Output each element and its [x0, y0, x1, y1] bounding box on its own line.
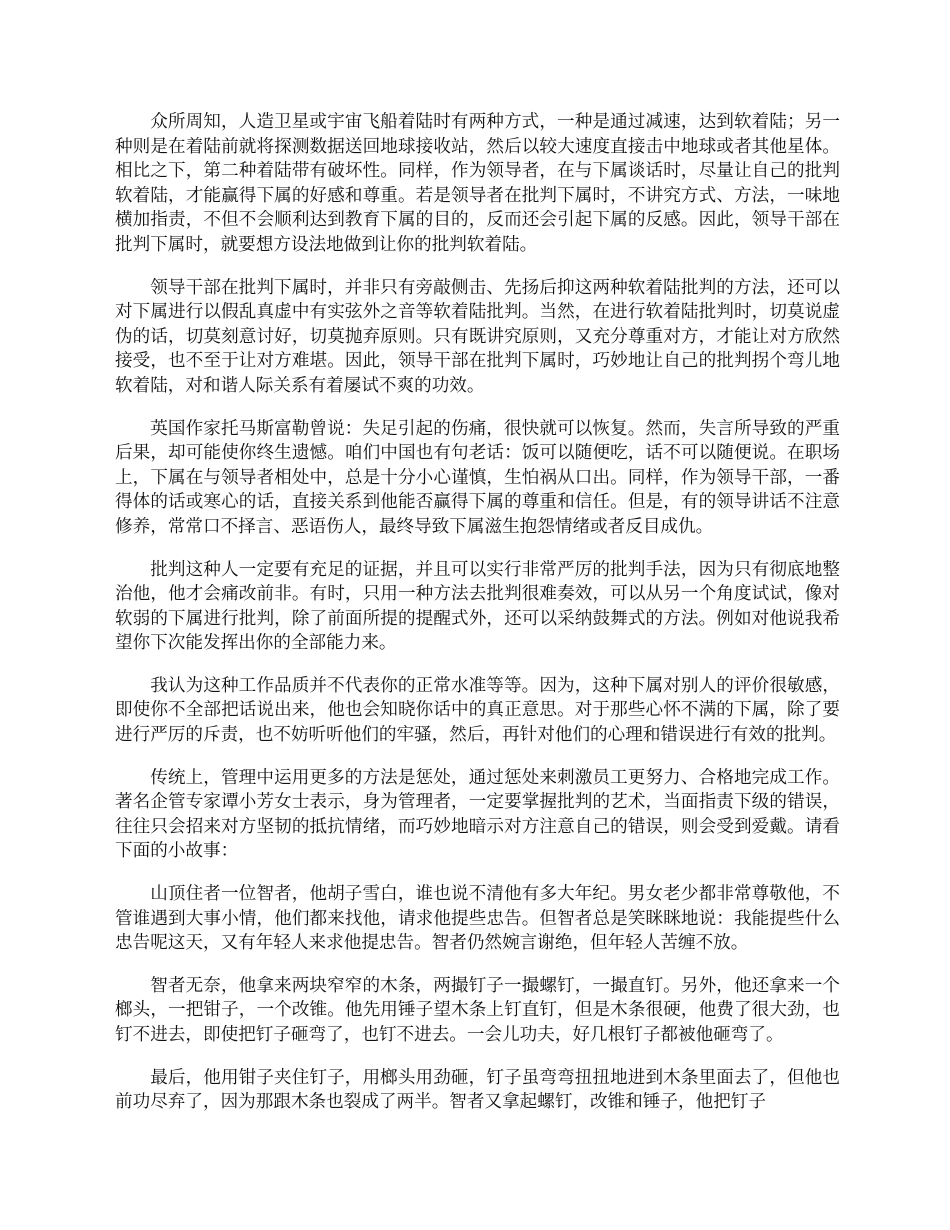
paragraph-6: 传统上，管理中运用更多的方法是惩处，通过惩处来刺激员工更努力、合格地完成工作。著名企管专家谭小芳女士表示，身为管理者，一定要掌握批判的艺术，当面指责下级的错误，往往只会招来对方坚韧的抵抗情绪，而巧妙地暗示对方注意自己的错误，则会受到爱戴。请看下面的小故事：	[115, 767, 840, 862]
paragraph-2: 领导干部在批判下属时，并非只有旁敲侧击、先扬后抑这两种软着陆批判的方法，还可以对下属进行以假乱真虚中有实弦外之音等软着陆批判。当然，在进行软着陆批判时，切莫说虚伪的话，切莫刻意讨好，切莫抛弃原则。只有既讲究原则，又充分尊重对方，才能让对方欣然接受，也不至于让对方难堪。因此，领导干部在批判下属时，巧妙地让自己的批判拐个弯儿地软着陆，对和谐人际关系有着屡试不爽的功效。	[115, 277, 840, 396]
paragraph-3: 英国作家托马斯富勒曾说：失足引起的伤痛，很快就可以恢复。然而，失言所导致的严重后果，却可能使你终生遗憾。咱们中国也有句老话：饭可以随便吃，话不可以随便说。在职场上，下属在与领导者相处中，总是十分小心谨慎，生怕祸从口出。同样，作为领导干部，一番得体的话或寒心的话，直接关系到他能否赢得下属的尊重和信任。但是，有的领导讲话不注意修养，常常口不择言、恶语伤人，最终导致下属滋生抱怨情绪或者反目成仇。	[115, 418, 840, 537]
paragraph-8: 智者无奈，他拿来两块窄窄的木条，两撮钉子一撮螺钉，一撮直钉。另外，他还拿来一个榔头，一把钳子，一个改锥。他先用锤子望木条上钉直钉，但是木条很硬，他费了很大劲，也钉不进去，即使把钉子砸弯了，也钉不进去。一会儿功夫，好几根钉子都被他砸弯了。	[115, 975, 840, 1045]
paragraph-5: 我认为这种工作品质并不代表你的正常水准等等。因为，这种下属对别人的评价很敏感，即使你不全部把话说出来，他也会知晓你话中的真正意思。对于那些心怀不满的下属，除了要进行严厉的斥责，也不妨听听他们的牢骚，然后，再针对他们的心理和错误进行有效的批判。	[115, 675, 840, 746]
paragraph-9: 最后，他用钳子夹住钉子，用榔头用劲砸，钉子虽弯弯扭扭地进到木条里面去了，但他也前功尽弃了，因为那跟木条也裂成了两半。智者又拿起螺钉，改锥和锤子，他把钉子	[115, 1067, 840, 1113]
paragraph-1: 众所周知，人造卫星或宇宙飞船着陆时有两种方式，一种是通过减速，达到软着陆；另一种则是在着陆前就将探测数据送回地球接收站，然后以较大速度直接击中地球或者其他星体。相比之下，第二种着陆带有破坏性。同样，作为领导者，在与下属谈话时，尽量让自己的批判软着陆，才能赢得下属的好感和尊重。若是领导者在批判下属时，不讲究方式、方法，一味地横加指责，不但不会顺利达到教育下属的目的，反而还会引起下属的反感。因此，领导干部在批判下属时，就要想方设法地做到让你的批判软着陆。	[115, 112, 840, 255]
paragraph-4: 批判这种人一定要有充足的证据，并且可以实行非常严厉的批判手法，因为只有彻底地整治他，他才会痛改前非。有时，只用一种方法去批判很难奏效，可以从另一个角度试试，像对软弱的下属进行批判，除了前面所提的提醒式外，还可以采纳鼓舞式的方法。例如对他说我希望你下次能发挥出你的全部能力来。	[115, 559, 840, 654]
paragraph-7: 山顶住者一位智者，他胡子雪白，谁也说不清他有多大年纪。男女老少都非常尊敬他，不管谁遇到大事小情，他们都来找他，请求他提些忠告。但智者总是笑眯眯地说：我能提些什么忠告呢这天，又有年轻人来求他提忠告。智者仍然婉言谢绝，但年轻人苦缠不放。	[115, 884, 840, 954]
document-page	[115, 110, 840, 1133]
